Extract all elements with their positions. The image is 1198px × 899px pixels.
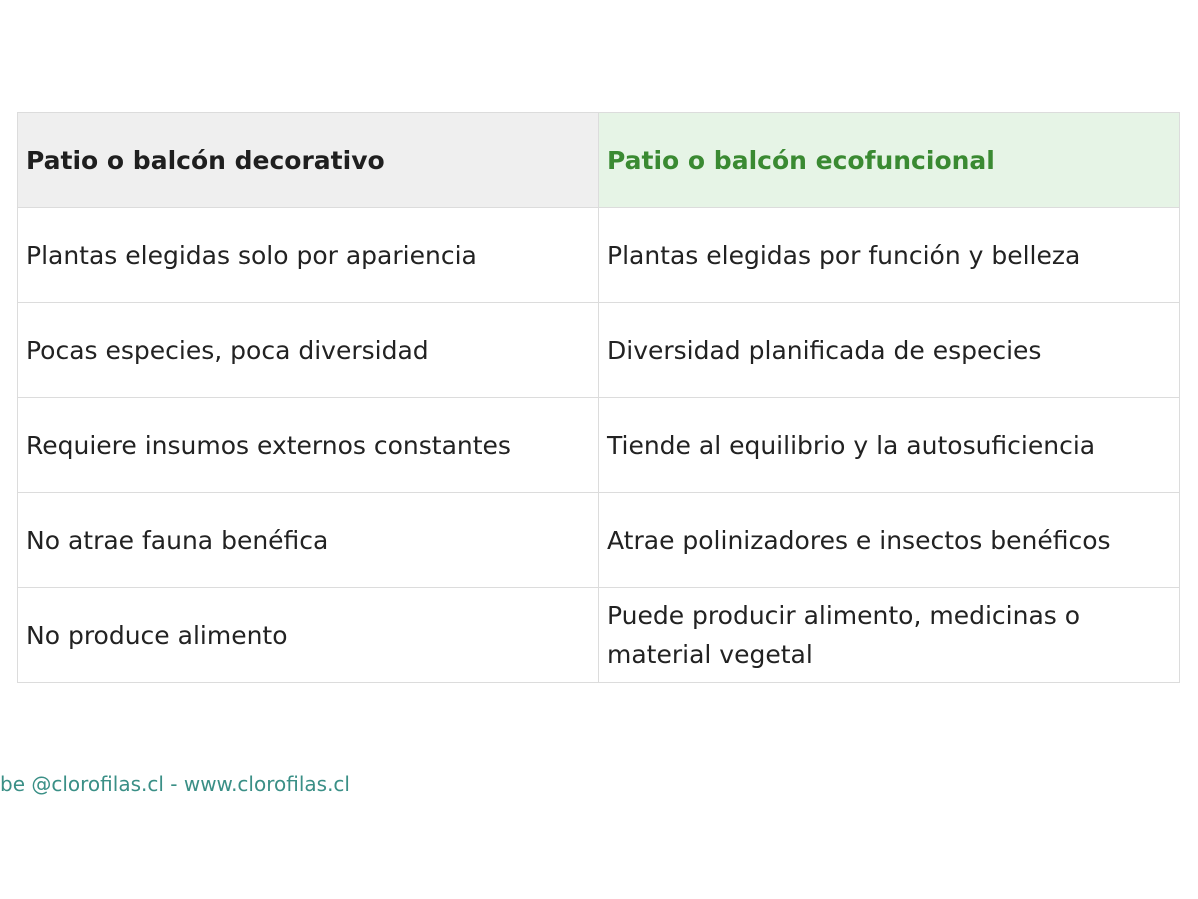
cell-ecofunctional: Puede producir alimento, medicinas o material vegetal — [599, 588, 1180, 683]
cell-decorative: Requiere insumos externos constantes — [18, 398, 599, 493]
footer-credit: be @clorofilas.cl - www.clorofilas.cl — [0, 772, 350, 796]
cell-ecofunctional: Plantas elegidas por función y belleza — [599, 208, 1180, 303]
header-decorative: Patio o balcón decorativo — [18, 113, 599, 208]
table-row — [18, 493, 1180, 588]
comparison-table — [17, 112, 1180, 683]
table-row — [18, 588, 1180, 683]
table-header-row — [18, 113, 1180, 208]
cell-ecofunctional: Diversidad planificada de especies — [599, 303, 1180, 398]
cell-ecofunctional: Atrae polinizadores e insectos benéficos — [599, 493, 1180, 588]
cell-decorative: Plantas elegidas solo por apariencia — [18, 208, 599, 303]
cell-ecofunctional: Tiende al equilibrio y la autosuficiencia — [599, 398, 1180, 493]
cell-decorative: Pocas especies, poca diversidad — [18, 303, 599, 398]
table-row — [18, 208, 1180, 303]
table-row — [18, 303, 1180, 398]
cell-decorative: No produce alimento — [18, 588, 599, 683]
cell-decorative: No atrae fauna benéfica — [18, 493, 599, 588]
table-row — [18, 398, 1180, 493]
header-ecofunctional: Patio o balcón ecofuncional — [599, 113, 1180, 208]
